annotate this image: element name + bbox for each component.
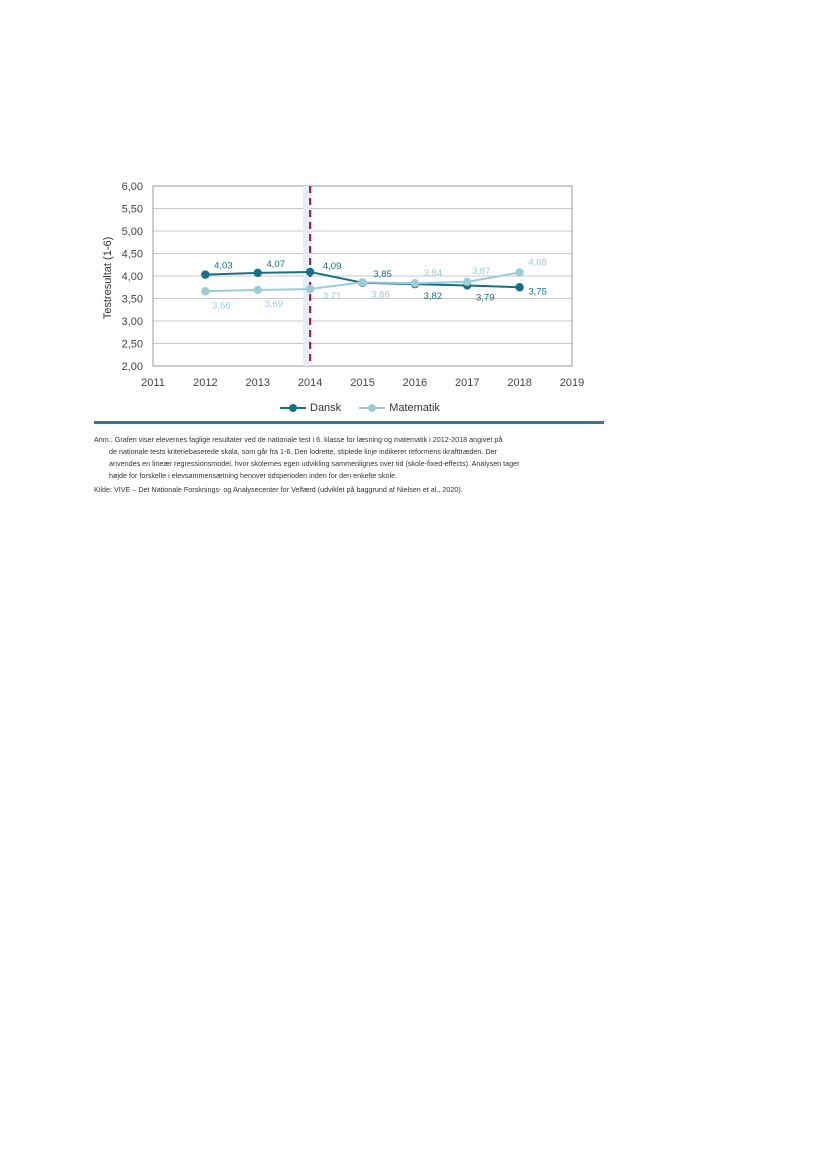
y-tick-label: 6,00	[121, 181, 143, 193]
chart-note	[94, 434, 606, 496]
data-label-dansk: 3,85	[373, 268, 392, 280]
x-tick-label: 2017	[455, 377, 480, 389]
legend-item-dansk	[280, 401, 341, 415]
data-point-matematik	[463, 278, 471, 286]
data-label-matematik: 3,84	[423, 268, 443, 280]
legend-swatch-matematik	[359, 401, 385, 415]
note-line-2: de nationale tests kriteriebaserede skala, som går fra 1-6. Den lodrette, stiplede linje indikerer reformens ikrafttræden. Der	[109, 447, 497, 456]
x-tick-label: 2013	[245, 377, 270, 389]
x-tick-label: 2015	[350, 377, 375, 389]
data-point-dansk	[201, 270, 209, 278]
data-label-matematik: 4,08	[528, 257, 547, 269]
data-label-matematik: 3,69	[264, 298, 283, 310]
y-tick-label: 2,50	[121, 338, 143, 351]
note-source: Kilde: VIVE – Det Nationale Forsknings- og Analysecenter for Velfærd (udviklet på baggrund af Nielsen et al., 2020).	[94, 485, 463, 494]
chart-legend	[280, 401, 440, 415]
note-line-1: Anm.: Grafen viser elevernes faglige resultater ved de nationale test i 6. klasse for læsning og matematik i 2012-2018 angivet på	[94, 435, 503, 444]
data-label-matematik: 3,71	[322, 291, 342, 303]
chart-canvas	[0, 0, 827, 400]
legend-label-matematik: Matematik	[389, 402, 440, 414]
x-tick-label: 2011	[141, 377, 165, 389]
data-point-matematik	[358, 278, 366, 286]
y-tick-label: 5,50	[121, 203, 143, 216]
x-tick-label: 2014	[297, 377, 323, 389]
x-tick-label: 2016	[402, 377, 428, 389]
data-point-matematik	[201, 287, 209, 295]
data-label-dansk: 3,75	[528, 286, 547, 298]
data-label-dansk: 4,07	[266, 258, 285, 270]
data-label-matematik: 3,86	[371, 289, 390, 301]
data-label-dansk: 3,79	[476, 292, 495, 304]
y-axis-label: Testresultat (1-6)	[102, 236, 114, 320]
x-tick-label: 2019	[559, 377, 585, 389]
note-line-3: anvendes en lineær regressionsmodel, hvor skolernes egen udvikling sammenlignes over tid (skole-fixed-effects). Analysen tager	[109, 459, 520, 468]
y-tick-label: 3,00	[121, 316, 143, 328]
data-point-matematik	[306, 285, 314, 293]
note-line-4: højde for forskelle i elevsammensætning henover tidsperioden inden for den enkelte skole.	[109, 471, 398, 480]
legend-item-matematik	[359, 401, 440, 415]
y-tick-label: 4,00	[121, 271, 143, 283]
line-chart	[0, 0, 827, 430]
x-tick-label: 2012	[193, 377, 218, 389]
y-tick-label: 3,50	[121, 293, 143, 306]
y-tick-label: 2,00	[121, 361, 143, 373]
x-tick-label: 2018	[507, 377, 532, 389]
data-label-matematik: 3,87	[472, 265, 491, 277]
data-label-dansk: 3,82	[423, 291, 443, 303]
data-label-matematik: 3,66	[212, 300, 231, 312]
data-point-matematik	[515, 268, 523, 276]
data-label-dansk: 4,09	[322, 260, 342, 272]
data-point-dansk	[254, 269, 262, 277]
divider-rule	[94, 421, 604, 424]
legend-label-dansk: Dansk	[310, 402, 342, 414]
y-tick-label: 5,00	[121, 226, 143, 238]
legend-swatch-dansk	[280, 401, 306, 415]
data-point-dansk	[306, 268, 314, 276]
data-point-matematik	[411, 279, 419, 287]
y-tick-label: 4,50	[121, 248, 143, 261]
data-point-matematik	[254, 286, 262, 294]
data-point-dansk	[515, 283, 523, 291]
data-label-dansk: 4,03	[214, 260, 233, 272]
